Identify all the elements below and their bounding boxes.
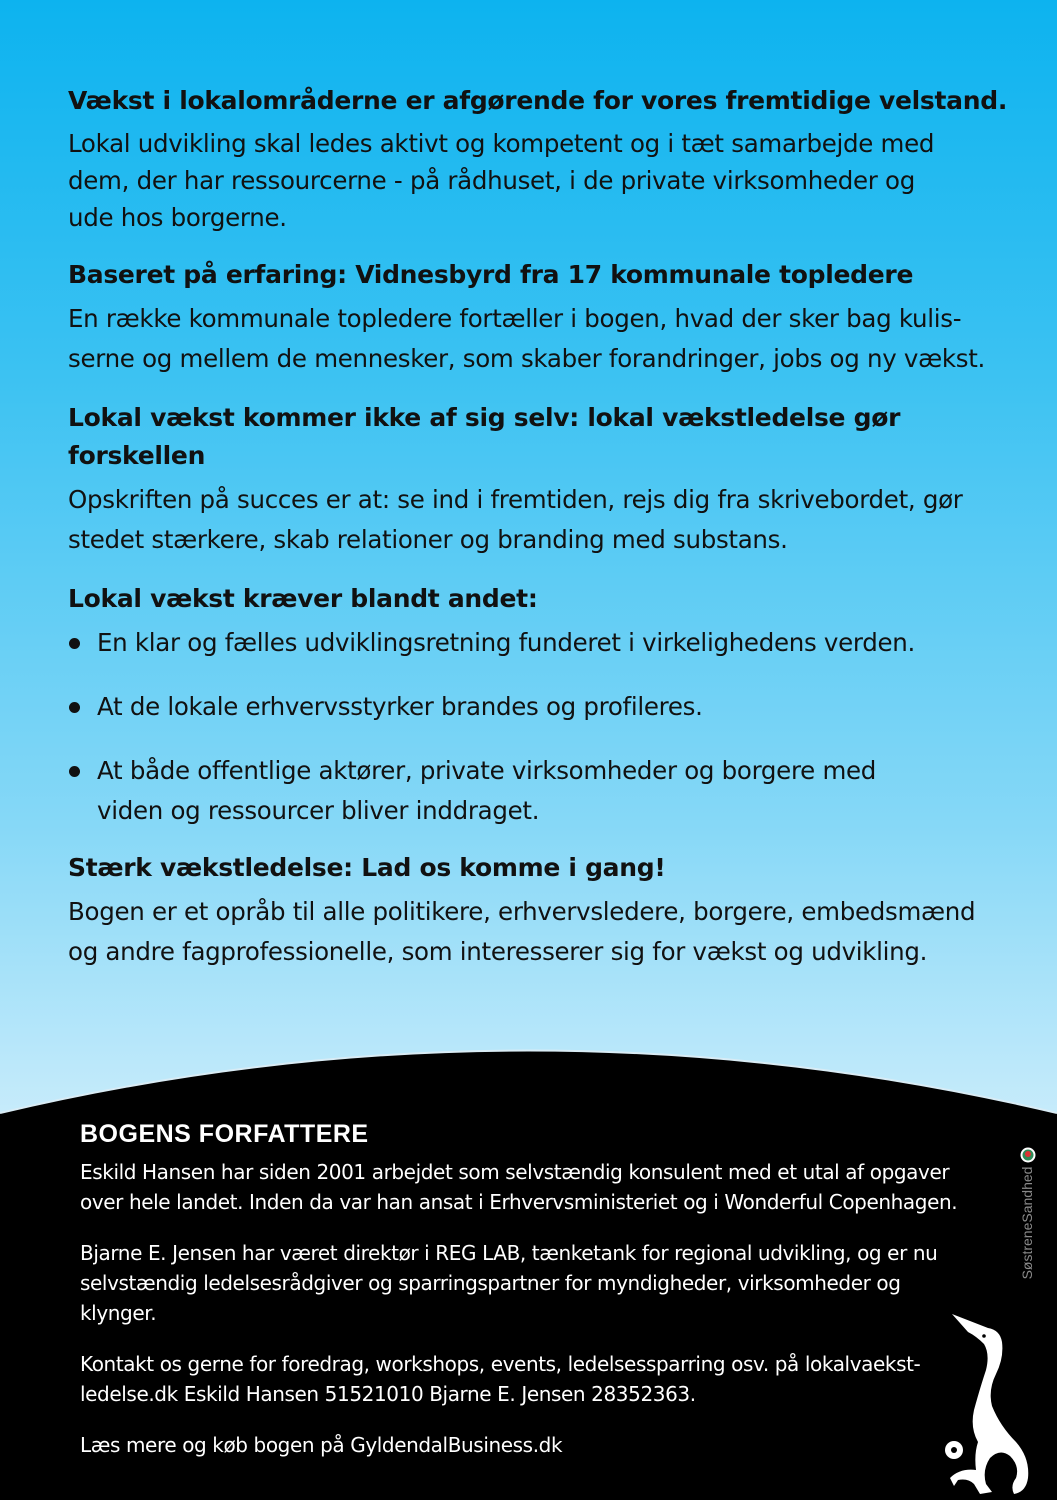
closing-heading: Stærk vækstledelse: Lad os komme i gang! — [68, 853, 666, 882]
text-line: Bogen er et opråb til alle politikere, erhvervsledere, borgere, embedsmænd — [68, 897, 976, 926]
author-paragraph — [80, 1238, 970, 1328]
text-line: serne og mellem de mennesker, som skaber forandringer, jobs og ny vækst. — [68, 344, 985, 373]
bullet-icon — [69, 766, 80, 777]
bullet-icon — [69, 638, 80, 649]
section-body — [68, 480, 1018, 560]
text-line: Kontakt os gerne for foredrag, workshops, events, ledelsessparring osv. på lokalvaekst- — [80, 1352, 921, 1376]
list-item — [68, 623, 1018, 663]
authors-section — [80, 1120, 970, 1481]
text-line: En række kommunale topledere fortæller i bogen, hvad der sker bag kulis- — [68, 304, 962, 333]
text-line: Lokal udvikling skal ledes aktivt og kompetent og i tæt samarbejde med — [68, 129, 935, 158]
sections — [68, 82, 1018, 560]
text-line: klynger. — [80, 1301, 157, 1325]
text-line: dem, der har ressourcerne - på rådhuset, i de private virksomheder og — [68, 166, 915, 195]
closing-body — [68, 892, 1018, 972]
requirements-list — [68, 623, 1018, 831]
section-heading: Vækst i lokalområderne er afgørende for vores fremtidige velstand. — [68, 86, 1008, 115]
text-line: Læs mere og køb bogen på GyldendalBusiness.dk — [80, 1433, 563, 1457]
list-item — [68, 687, 1018, 727]
purchase-paragraph — [80, 1430, 970, 1460]
text-line: og andre fagprofessionelle, som interesserer sig for vækst og udvikling. — [68, 937, 928, 966]
brand-vertical-text: SøstreneSandhed — [1019, 1166, 1035, 1280]
text-line: En klar og fælles udviklingsretning funderet i virkelighedens verden. — [97, 628, 915, 657]
contact-paragraph — [80, 1349, 970, 1409]
bullet-icon — [69, 702, 80, 713]
requirements-heading: Lokal vækst kræver blandt andet: — [68, 584, 538, 613]
requirements-section — [68, 580, 1018, 831]
text-line: viden og ressourcer bliver inddraget. — [97, 796, 540, 825]
text-line: At både offentlige aktører, private virksomheder og borgere med — [97, 756, 877, 785]
text-line: Bjarne E. Jensen har været direktør i REG LAB, tænketank for regional udvikling, og er nu — [80, 1241, 938, 1265]
section — [68, 256, 1018, 379]
section — [68, 399, 1018, 560]
authors-heading: BOGENS FORFATTERE — [80, 1120, 369, 1148]
text-line: over hele landet. Inden da var han ansat i Erhvervsministeriet og i Wonderful Copenhagen. — [80, 1190, 958, 1214]
main-content — [68, 82, 1018, 992]
heron-logo-icon — [930, 1308, 1040, 1498]
text-line: Eskild Hansen har siden 2001 arbejdet som selvstændig konsulent med et utal af opgaver — [80, 1160, 950, 1184]
closing-section — [68, 849, 1018, 972]
list-item — [68, 751, 1018, 831]
author-paragraph — [80, 1157, 970, 1217]
section-body — [68, 125, 1018, 236]
text-line: Opskriften på succes er at: se ind i fremtiden, rejs dig fra skrivebordet, gør — [68, 485, 963, 514]
section-heading: Baseret på erfaring: Vidnesbyrd fra 17 kommunale topledere — [68, 260, 914, 289]
section-heading: Lokal vækst kommer ikke af sig selv: lokal vækstledelse gør forskellen — [68, 403, 901, 470]
section-body — [68, 299, 1018, 379]
text-line: ledelse.dk Eskild Hansen 51521010 Bjarne E. Jensen 28352363. — [80, 1382, 696, 1406]
text-line: ude hos borgerne. — [68, 203, 287, 232]
text-line: selvstændig ledelsesrådgiver og sparringspartner for myndigheder, virksomheder og — [80, 1271, 901, 1295]
text-line: stedet stærkere, skab relationer og branding med substans. — [68, 525, 788, 554]
text-line: At de lokale erhvervsstyrker brandes og profileres. — [97, 692, 703, 721]
section — [68, 82, 1018, 236]
